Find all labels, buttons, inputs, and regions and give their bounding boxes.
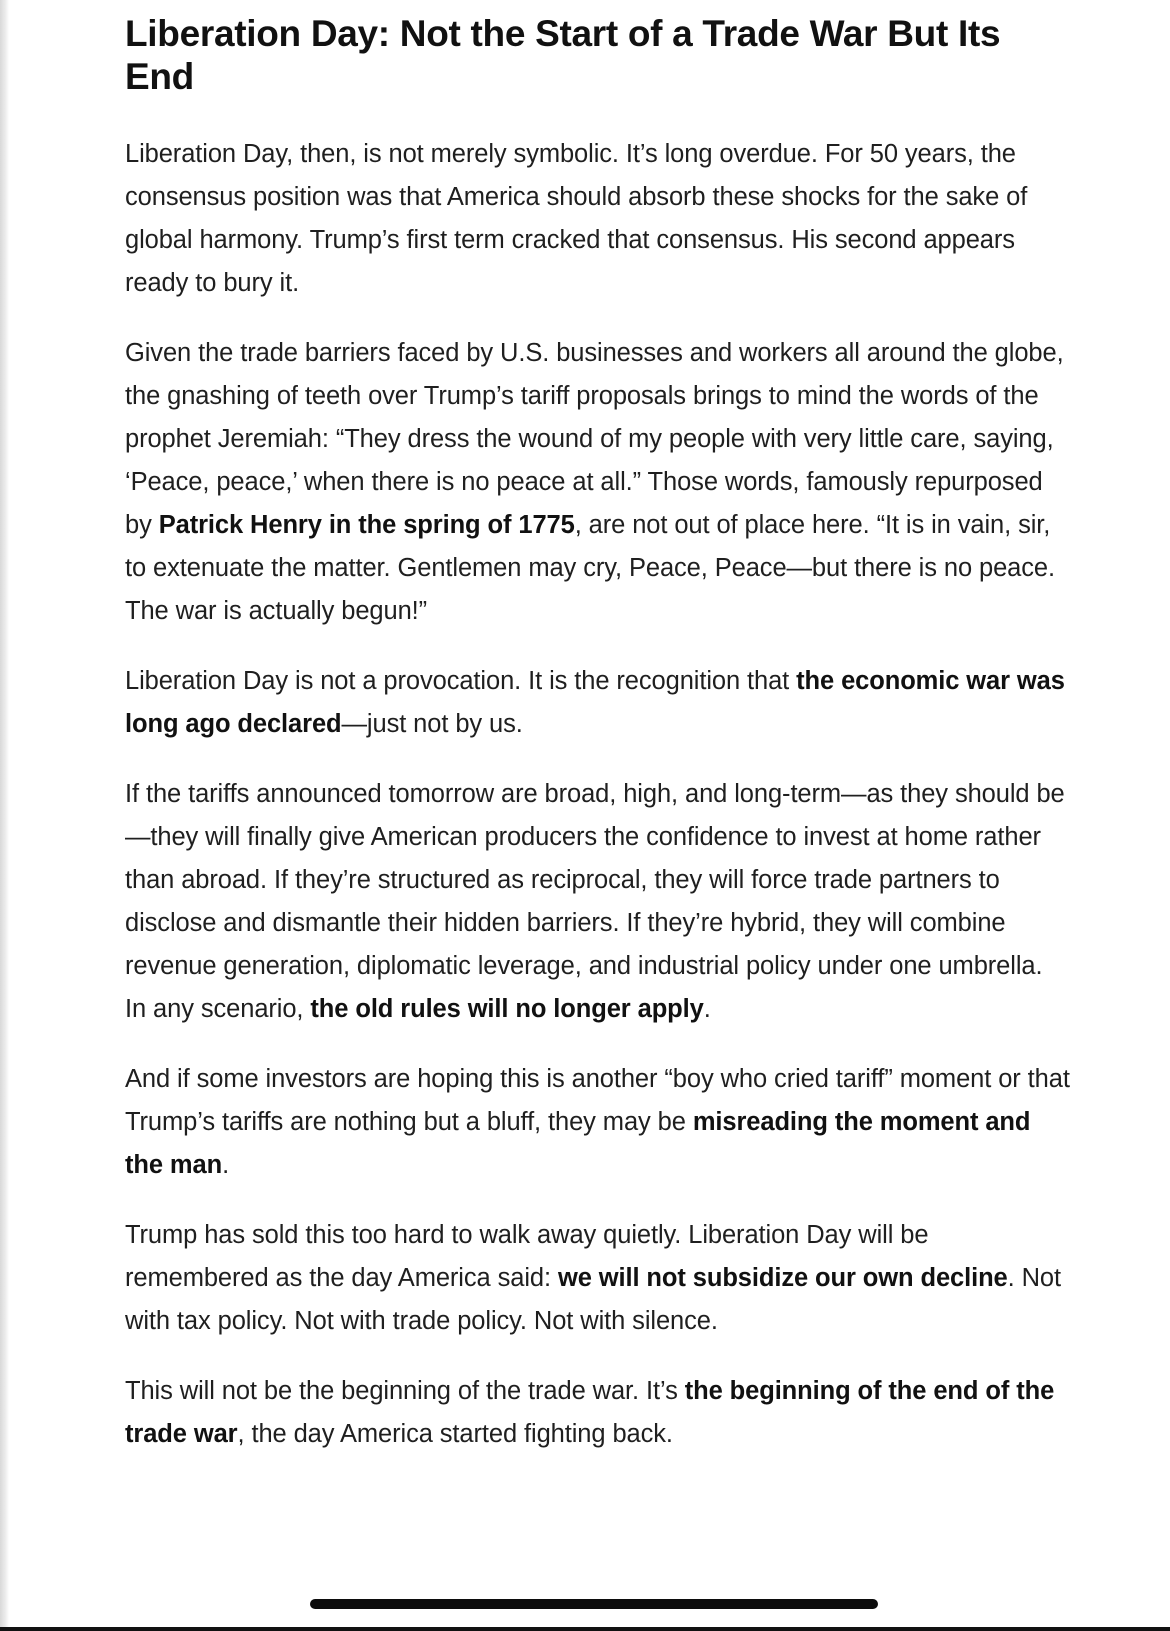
article-paragraph	[125, 1058, 1070, 1187]
text-run: Liberation Day is not a provocation. It is the recognition that	[125, 667, 797, 695]
text-run: . Not with tax policy. Not with trade policy. Not with silence.	[125, 1264, 1061, 1335]
text-run: , are not out of place here. “It is in vain, sir, to extenuate the matter. Gentlemen may cry, Peace, Peace—but there is no peace. The war is actually begun!”	[125, 511, 1055, 625]
bold-text: Patrick Henry in the spring of 1775	[158, 511, 575, 539]
text-run: This will not be the beginning of the trade war. It’s	[125, 1377, 685, 1405]
text-run: And if some investors are hoping this is another “boy who cried tariff” moment or that Trump’s tariffs are nothing but a bluff, they may be	[125, 1065, 1070, 1136]
article-paragraph	[125, 660, 1070, 746]
bold-text: the old rules will no longer apply	[310, 995, 704, 1023]
article-paragraph	[125, 133, 1070, 305]
article-paragraph	[125, 773, 1070, 1031]
home-indicator[interactable]	[310, 1599, 878, 1609]
page-edge-shadow	[0, 0, 9, 1631]
article-body	[125, 133, 1070, 1456]
text-run: .	[703, 995, 711, 1023]
bold-text: the beginning of the end of the trade war	[125, 1377, 1055, 1448]
article-title: Liberation Day: Not the Start of a Trade War But Its End	[125, 13, 1001, 97]
article	[125, 12, 1070, 1483]
text-run: Trump has sold this too hard to walk away quietly. Liberation Day will be remembered as the day America said:	[125, 1221, 929, 1292]
bold-text: the economic war was long ago declared	[125, 667, 1065, 738]
article-paragraph	[125, 332, 1070, 633]
text-run: , the day America started fighting back.	[237, 1420, 673, 1448]
text-run: Liberation Day, then, is not merely symbolic. It’s long overdue. For 50 years, the consensus position was that America should absorb these shocks for the sake of global harmony. Trump’s first term cracked that consensus. His second appears ready to bury it.	[125, 140, 1028, 297]
text-run: .	[222, 1151, 230, 1179]
bold-text: we will not subsidize our own decline	[557, 1264, 1008, 1292]
text-run: —just not by us.	[341, 710, 523, 738]
article-paragraph	[125, 1214, 1070, 1343]
bold-text: misreading the moment and the man	[125, 1108, 1031, 1179]
text-run: If the tariffs announced tomorrow are broad, high, and long-term—as they should be—they will finally give American producers the confidence to invest at home rather than abroad. If they’re structured as reciprocal, they will force trade partners to disclose and dismantle their hidden barriers. If they’re hybrid, they will combine revenue generation, diplomatic leverage, and industrial policy under one umbrella. In any scenario,	[125, 780, 1065, 1023]
text-run: Given the trade barriers faced by U.S. businesses and workers all around the globe, the gnashing of teeth over Trump’s tariff proposals brings to mind the words of the prophet Jeremiah: “They dress the wound of my people with very little care, saying, ‘Peace, peace,’ when there is no peace at all.” Those words, famously repurposed by	[125, 339, 1064, 539]
bottom-edge	[0, 1627, 1170, 1631]
article-paragraph	[125, 1370, 1070, 1456]
